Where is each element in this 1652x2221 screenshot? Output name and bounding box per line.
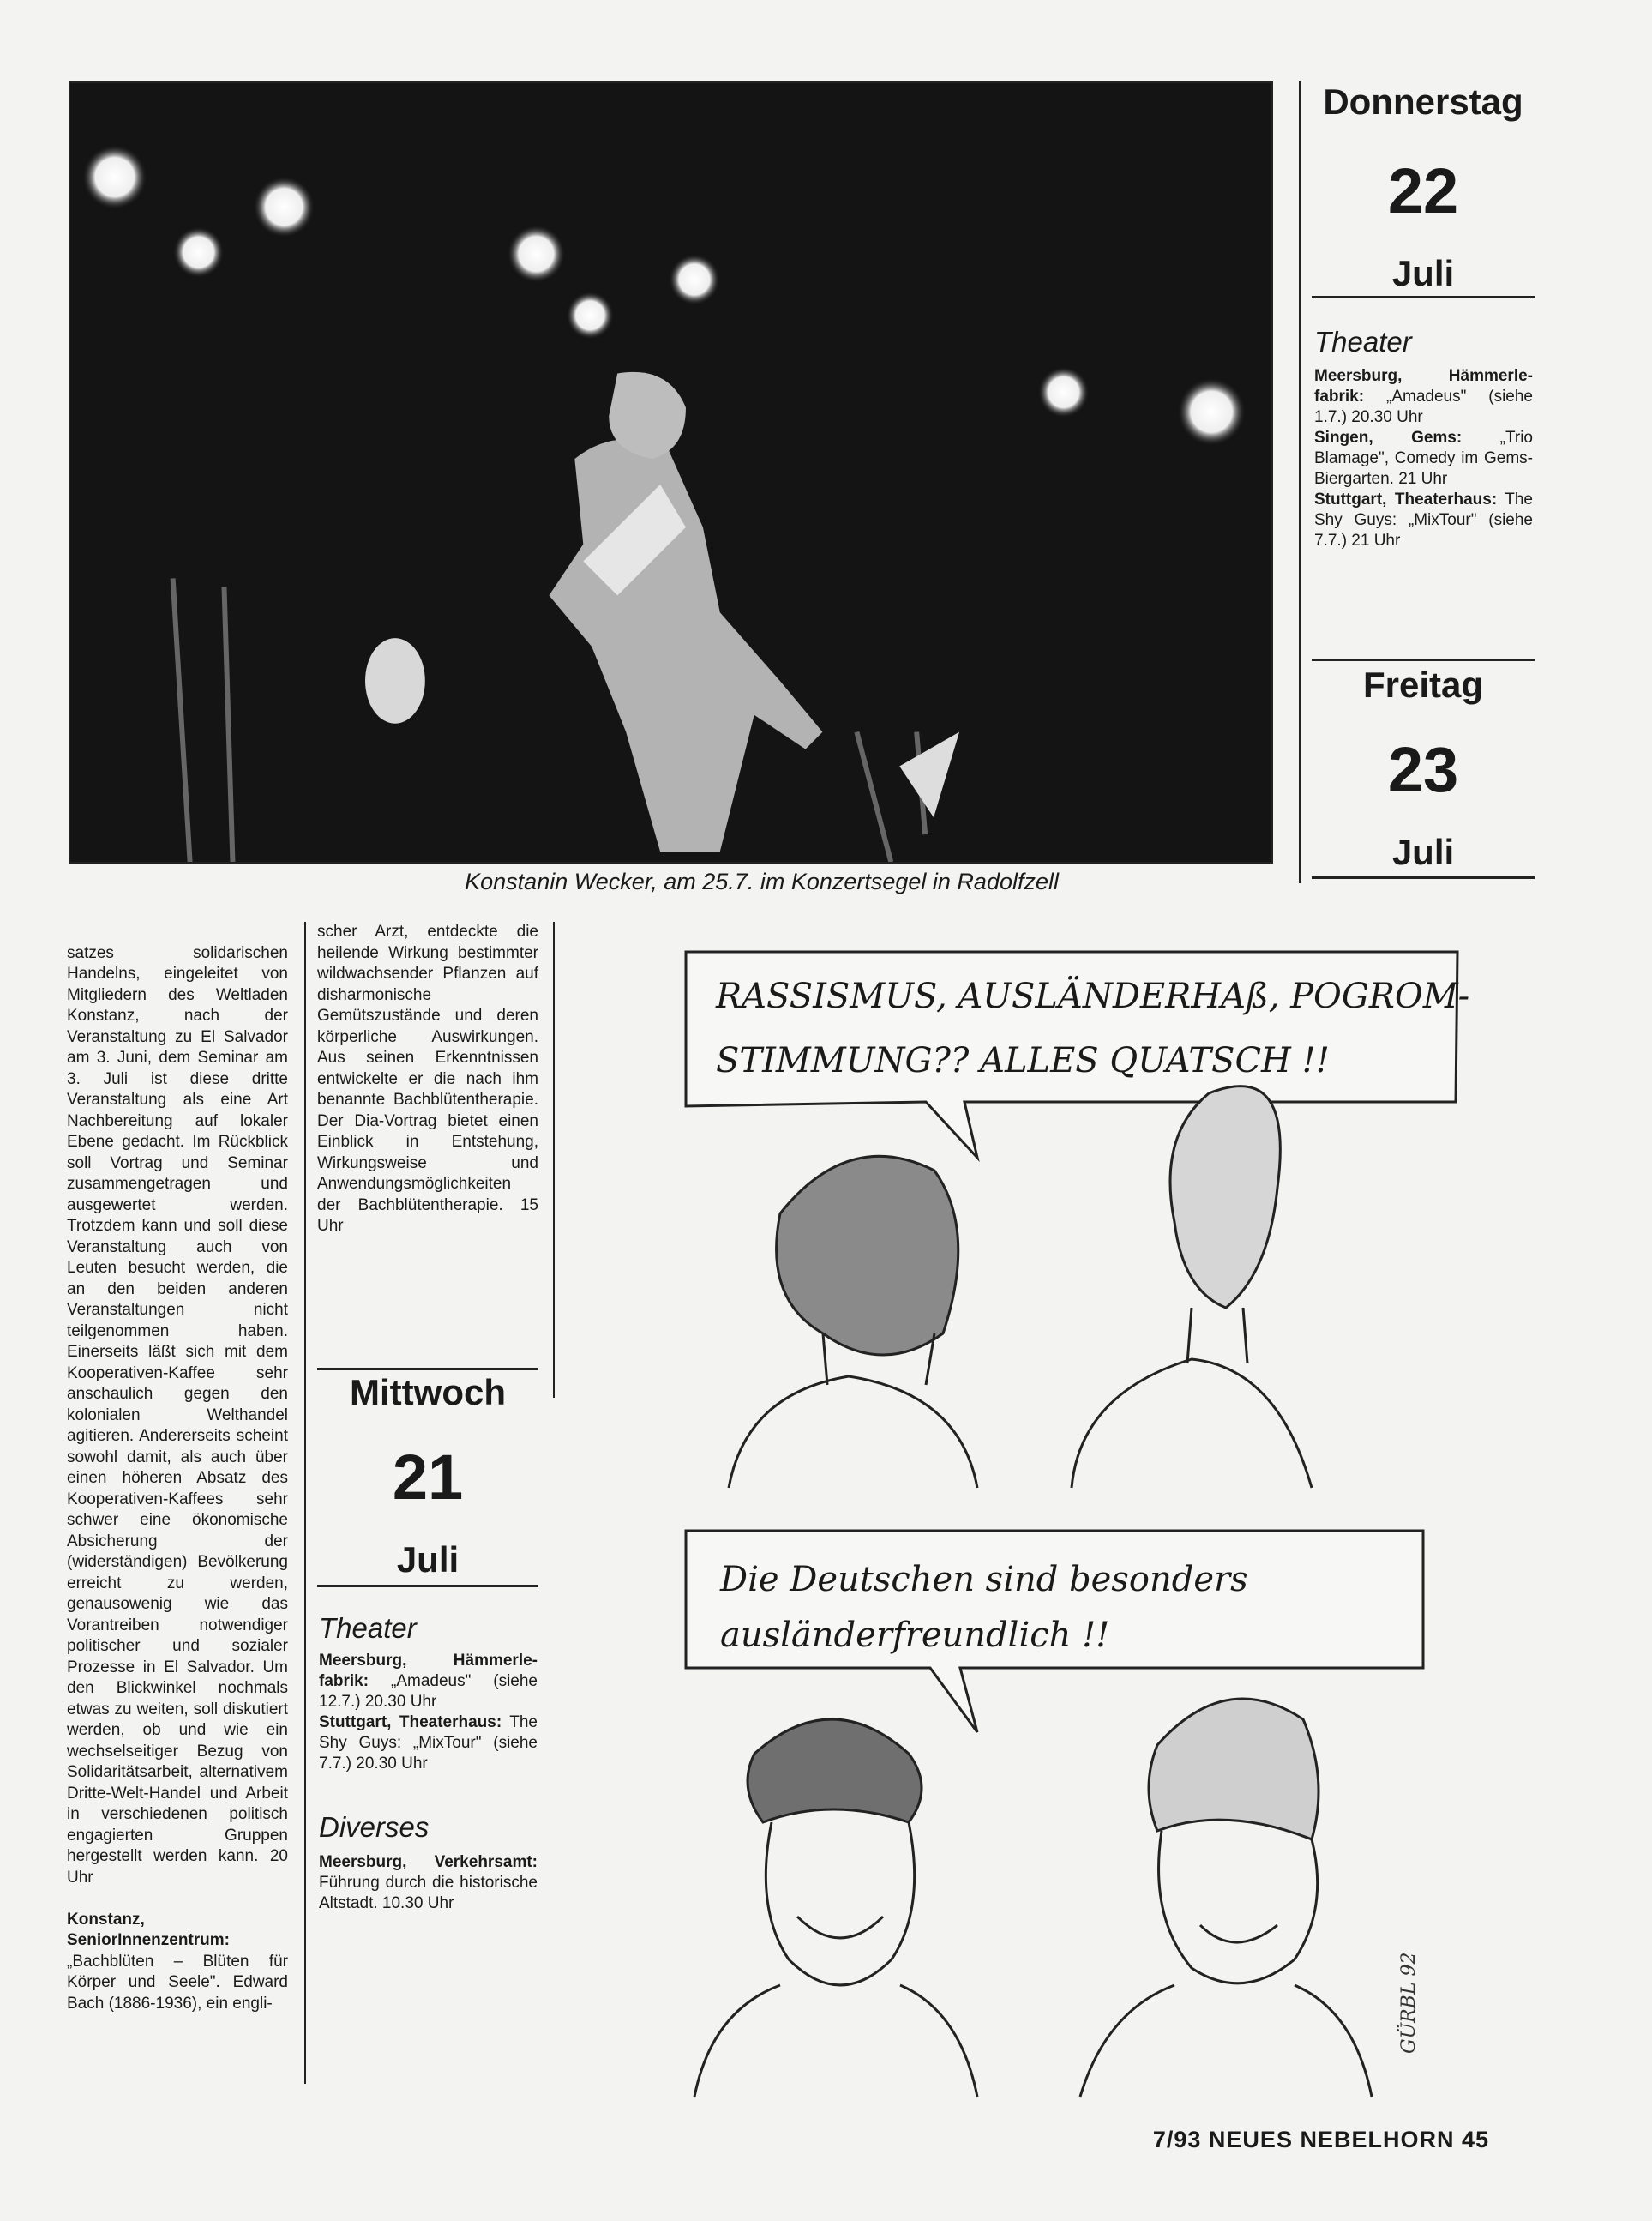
month-label: Juli bbox=[396, 1539, 460, 1580]
bubble-2-line-2: ausländerfreundlich !! bbox=[720, 1616, 1110, 1655]
listing-item: Stuttgart, Theaterhaus: The Shy Guys: „MixTour" (siehe 7.7.) 20.30 Uhr bbox=[319, 1713, 538, 1773]
listing-item: Meersburg, Hämmerle-fabrik: „Amadeus" (siehe 1.7.) 20.30 Uhr bbox=[1314, 367, 1533, 426]
sidebar-divider bbox=[1299, 81, 1301, 883]
figure-bottom-right bbox=[1080, 1699, 1372, 2097]
figure-top-right bbox=[1072, 1086, 1312, 1488]
listing-item: Meersburg, Hämmerle-fabrik: „Amadeus" (siehe 12.7.) 20.30 Uhr bbox=[319, 1652, 538, 1711]
date-divider bbox=[317, 1585, 538, 1587]
photo-caption: Konstanin Wecker, am 25.7. im Konzertsegel in Radolfzell bbox=[465, 869, 1059, 894]
category-theater: Theater bbox=[1314, 326, 1412, 358]
date-divider bbox=[1312, 296, 1535, 298]
month-label: Juli bbox=[1391, 832, 1455, 872]
date-divider bbox=[317, 1368, 538, 1370]
category-diverses: Diverses bbox=[319, 1811, 430, 1843]
listing-block bbox=[1314, 366, 1533, 551]
bubble-1-line-2: STIMMUNG?? ALLES QUATSCH !! bbox=[716, 1041, 1330, 1080]
month-label: Juli bbox=[1391, 253, 1455, 293]
weekday-friday: Freitag bbox=[1362, 665, 1484, 705]
article-column-1: satzes solidarischen Handelns, eingeleitet von Mitgliedern des Weltladen Konstanz, nach der Veranstaltung zu El Salvador am 3. Juni, dem Seminar am 3. Juli ist diese dritte Veranstaltung als eine Art Nachbereitung auf lokaler Ebene gedacht. Im Rückblick soll Vortrag und Seminar zusammengetragen und ausgewertet werden. Trotzdem kann und soll diese Veranstaltung auch von Leuten besucht werden, die an den beiden anderen Veranstaltungen nicht teilgenommen haben. Einerseits läßt sich mit dem Kooperativen-Kaffee sehr anschaulich gegen den kolonialen Welthandel agitieren. Andererseits scheint sowohl damit, als auch über einen höheren Absatz des Kooperativen-Kaffees sehr schwer eine ökonomische Absicherung der (widerständigen) Bevölkerung erreicht zu werden, genausowenig wie das Vorantreiben notwendiger politischer und sozialer Prozesse in El Salvador. Um den Blickwinkel nochmals etwas zu weiten, soll diskutiert werden, ob und wie ein wechselseitiger Bezug von Solidaritätsarbeit, alternativem Dritte-Welt-Handel und Arbeit in verschiedenen politisch engagierten Gruppen hergestellt werden kann. 20 Uhr Konstanz, SeniorInnenzentrum: „Bachblüten – Blüten für Körper und Seele". Edward Bach (1886-1936), ein engli- bbox=[67, 943, 288, 2013]
listing-item: Singen, Gems: „Trio Blamage", Comedy im Gems-Biergarten. 21 Uhr bbox=[1314, 429, 1533, 488]
date-divider bbox=[1312, 876, 1535, 879]
article-column-2: scher Arzt, entdeckte die heilende Wirkung bestimmter wildwachsender Pflanzen auf disharmonische Gemütszustände und deren körperliche Auswirkungen. Aus seinen Erkenntnissen entwickelte er die nach ihm benannte Bachblütentherapie. Der Dia-Vortrag bietet einen Einblick in Entstehung, Wirkungsweise und Anwendungsmöglichkeiten der Bachblütentherapie. 15 Uhr bbox=[317, 923, 538, 1235]
day-number-22: 22 bbox=[1387, 155, 1459, 226]
date-divider bbox=[1312, 659, 1535, 661]
political-cartoon bbox=[677, 930, 1470, 2114]
listing-item: Stuttgart, Theaterhaus: The Shy Guys: „MixTour" (siehe 7.7.) 21 Uhr bbox=[1314, 491, 1533, 550]
bubble-2-line-1: Die Deutschen sind besonders bbox=[720, 1560, 1248, 1599]
listing-item: Meersburg, Verkehrsamt: Führung durch die historische Altstadt. 10.30 Uhr bbox=[319, 1853, 538, 1912]
category-theater: Theater bbox=[319, 1612, 417, 1644]
weekday-wednesday: Mittwoch bbox=[350, 1372, 506, 1412]
day-number-23: 23 bbox=[1387, 734, 1459, 805]
column-divider bbox=[553, 922, 555, 1398]
figure-bottom-left bbox=[694, 1719, 977, 2097]
page-footer: 7/93 NEUES NEBELHORN 45 bbox=[1152, 2127, 1489, 2152]
day-number-21: 21 bbox=[392, 1442, 464, 1513]
column-divider bbox=[304, 922, 306, 2084]
weekday-thursday: Donnerstag bbox=[1323, 81, 1523, 122]
listing-block bbox=[319, 1852, 538, 1914]
listing-block bbox=[319, 1651, 538, 1774]
figure-top-left bbox=[729, 1156, 977, 1488]
bubble-1-line-1: RASSISMUS, AUSLÄNDERHAß, POGROM- bbox=[716, 977, 1470, 1016]
cartoon-signature: GÜRBL 92 bbox=[1398, 1952, 1420, 2054]
concert-photo bbox=[69, 81, 1273, 864]
